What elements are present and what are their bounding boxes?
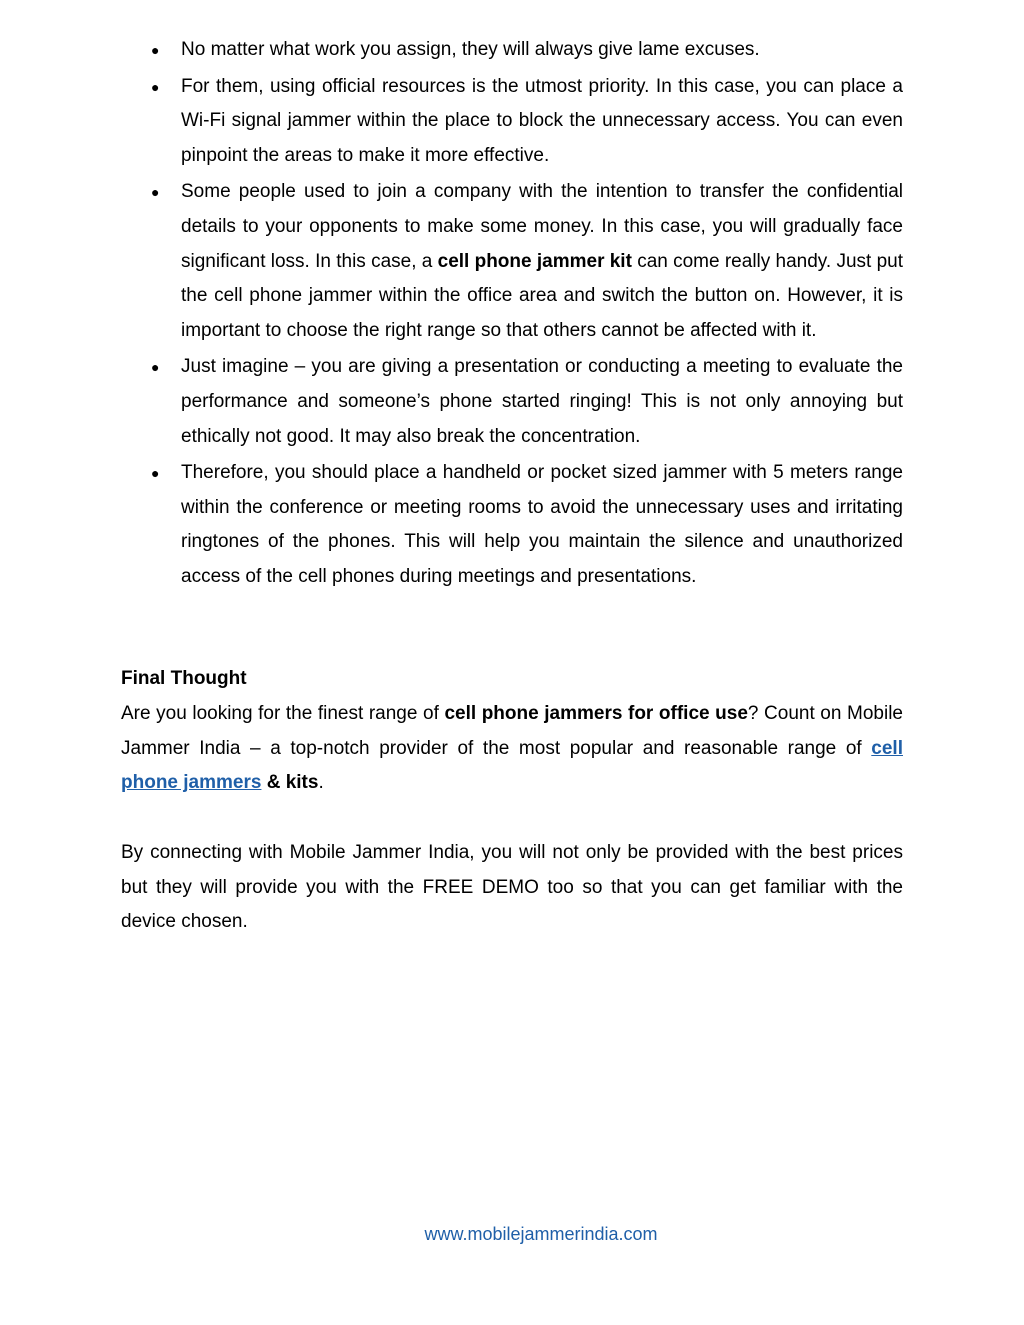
paragraph-text: Are you looking for the finest range of — [121, 703, 445, 724]
bullet-icon: ● — [151, 184, 160, 201]
bullet-text-before: Some people used to join a company with the intention to transfer the confidential details to your opponents to make some money. In this case, you will gradually face significant loss. In this case, a — [181, 181, 903, 272]
bullet-item-handheld — [121, 456, 903, 594]
bullet-item-confidential — [121, 175, 903, 348]
bullet-icon: ● — [151, 78, 160, 95]
bullet-icon: ● — [151, 359, 160, 376]
bullet-text: For them, using official resources is the utmost priority. In this case, you can place a Wi-Fi signal jammer within the place to block the unnecessary access. You can even pinpoint the areas to make it more effective. — [181, 75, 903, 166]
bullet-item-assign — [121, 33, 903, 68]
paragraph-text: ? Count on Mobile Jammer India – a top-notch provider of the most popular and reasonable range of — [121, 703, 903, 759]
bullet-item-resources — [121, 70, 903, 174]
connecting-paragraph: By connecting with Mobile Jammer India, you will not only be provided with the best prices but they will provide you with the FREE DEMO too so that you can get familiar with the device chosen. — [121, 842, 903, 933]
paragraph-bold-text: cell phone jammers for office use — [444, 703, 748, 724]
bullet-text-bold: cell phone jammer kit — [437, 250, 632, 272]
bullet-text: Just imagine – you are giving a presentation or conducting a meeting to evaluate the performance and someone’s phone started ringing! This is not only annoying but ethically not good. It may also break the concentration. — [181, 356, 903, 447]
bullet-icon: ● — [151, 465, 160, 482]
paragraph-text: . — [318, 772, 324, 794]
footer-website-link[interactable]: www.mobilejammerindia.com — [424, 1224, 658, 1244]
final-thought-paragraph — [121, 697, 903, 801]
bullet-text: No matter what work you assign, they will always give lame excuses. — [181, 39, 760, 60]
paragraph-bold-text: & kits — [261, 772, 319, 794]
bullet-list — [121, 33, 903, 597]
bullet-text: Therefore, you should place a handheld or pocket sized jammer with 5 meters range within the conference or meeting rooms to avoid the unnecessary uses and irritating ringtones of the phones. This will help you maintain the silence and unauthorized access of the cell phones during meetings and presentations. — [181, 462, 903, 587]
bullet-icon: ● — [151, 42, 160, 58]
final-thought-heading: Final Thought — [121, 668, 247, 689]
cell-phone-jammers-link[interactable]: cell phone jammers — [121, 737, 903, 794]
bullet-item-presentation — [121, 350, 903, 454]
bullet-text-after: can come really handy. Just put the cell phone jammer within the office area and switch the button on. However, it is important to choose the right range so that others cannot be affected with it. — [181, 250, 903, 341]
